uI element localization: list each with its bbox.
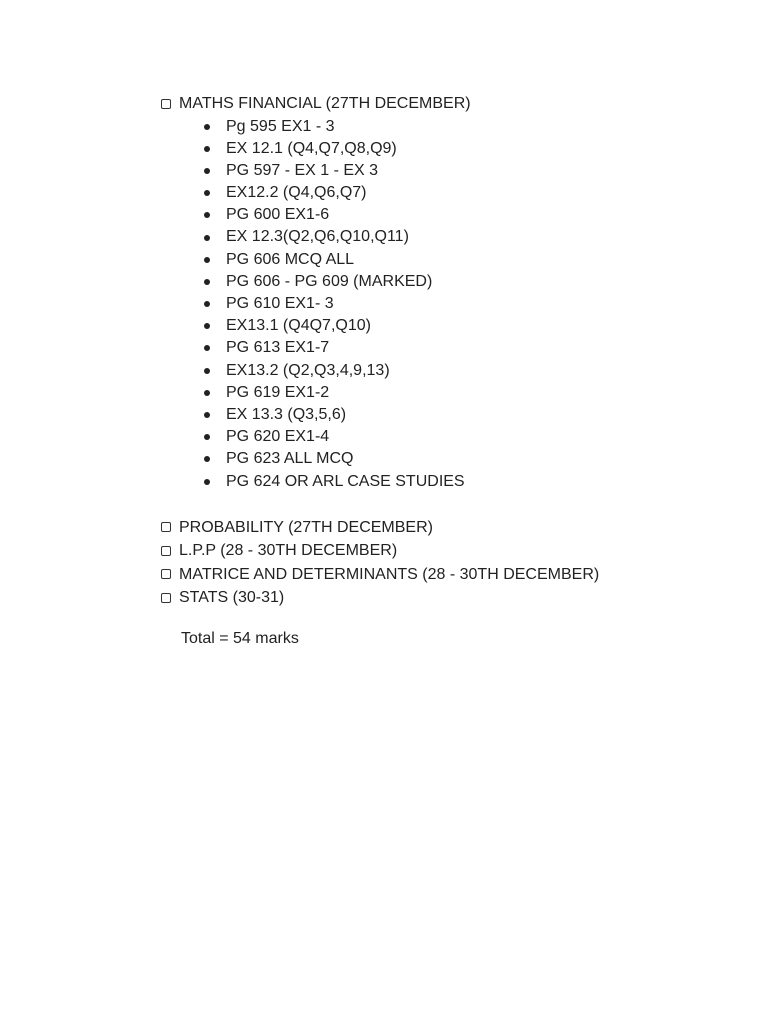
list-item-text: EX 12.1 (Q4,Q7,Q8,Q9) <box>226 139 397 157</box>
checklist-item-stats <box>161 586 721 610</box>
list-item-text: PG 600 EX1-6 <box>226 206 330 224</box>
bullet-icon <box>204 168 210 174</box>
list-item-text: PG 619 EX1-2 <box>226 383 330 401</box>
list-item-text: EX 12.3(Q2,Q6,Q10,Q11) <box>226 228 409 246</box>
list-item <box>204 471 721 493</box>
list-item-text: EX13.1 (Q4Q7,Q10) <box>226 317 371 335</box>
spacer <box>161 493 721 516</box>
checklist-item-lpp <box>161 539 721 563</box>
checkbox[interactable] <box>161 546 171 556</box>
list-item-text: PG 606 - PG 609 (MARKED) <box>226 272 433 290</box>
list-item <box>204 160 721 182</box>
list-item-text: PG 613 EX1-7 <box>226 339 330 357</box>
checklist-label: MATRICE AND DETERMINANTS (28 - 30TH DECEMBER) <box>179 565 600 583</box>
checklist-label: STATS (30-31) <box>179 589 285 607</box>
checklist-item-maths-financial <box>161 92 721 116</box>
checklist-label: L.P.P (28 - 30TH DECEMBER) <box>179 542 398 560</box>
list-item-text: EX13.2 (Q2,Q3,4,9,13) <box>226 361 390 379</box>
document-body <box>161 92 721 651</box>
bullet-icon <box>204 301 210 307</box>
checkbox[interactable] <box>161 522 171 532</box>
list-item-text: PG 606 MCQ ALL <box>226 250 355 268</box>
list-item <box>204 426 721 448</box>
list-item-text: PG 624 OR ARL CASE STUDIES <box>226 472 465 490</box>
checklist-item-probability <box>161 516 721 540</box>
list-item <box>204 293 721 315</box>
list-item <box>204 315 721 337</box>
list-item <box>204 337 721 359</box>
checklist-item-matrices <box>161 563 721 587</box>
bullet-icon <box>204 212 210 218</box>
list-item-text: PG 620 EX1-4 <box>226 428 330 446</box>
bullet-icon <box>204 434 210 440</box>
bullet-icon <box>204 279 210 285</box>
exercise-list <box>161 116 721 493</box>
list-item <box>204 116 721 138</box>
list-item <box>204 182 721 204</box>
checkbox[interactable] <box>161 569 171 579</box>
list-item-text: PG 597 - EX 1 - EX 3 <box>226 161 379 179</box>
checkbox[interactable] <box>161 593 171 603</box>
bullet-icon <box>204 479 210 485</box>
bullet-icon <box>204 456 210 462</box>
total-marks: Total = 54 marks <box>181 629 299 647</box>
bullet-icon <box>204 146 210 152</box>
bullet-icon <box>204 257 210 263</box>
checklist-label: PROBABILITY (27TH DECEMBER) <box>179 518 433 536</box>
list-item <box>204 382 721 404</box>
list-item-text: Pg 595 EX1 - 3 <box>226 117 335 135</box>
list-item-text: PG 610 EX1- 3 <box>226 295 334 312</box>
list-item <box>204 204 721 226</box>
list-item-text: EX12.2 (Q4,Q6,Q7) <box>226 184 367 202</box>
bullet-icon <box>204 124 210 130</box>
bullet-icon <box>204 345 210 351</box>
list-item <box>204 271 721 293</box>
list-item <box>204 249 721 271</box>
list-item <box>204 360 721 382</box>
bullet-icon <box>204 190 210 196</box>
list-item <box>204 226 721 248</box>
checkbox[interactable] <box>161 99 171 109</box>
checklist-label: MATHS FINANCIAL (27TH DECEMBER) <box>179 95 471 112</box>
bullet-icon <box>204 323 210 329</box>
bullet-icon <box>204 412 210 418</box>
list-item <box>204 138 721 160</box>
list-item-text: EX 13.3 (Q3,5,6) <box>226 405 347 423</box>
list-item-text: PG 623 ALL MCQ <box>226 450 354 468</box>
bullet-icon <box>204 368 210 374</box>
list-item <box>204 448 721 470</box>
list-item <box>204 404 721 426</box>
bullet-icon <box>204 390 210 396</box>
bullet-icon <box>204 235 210 241</box>
